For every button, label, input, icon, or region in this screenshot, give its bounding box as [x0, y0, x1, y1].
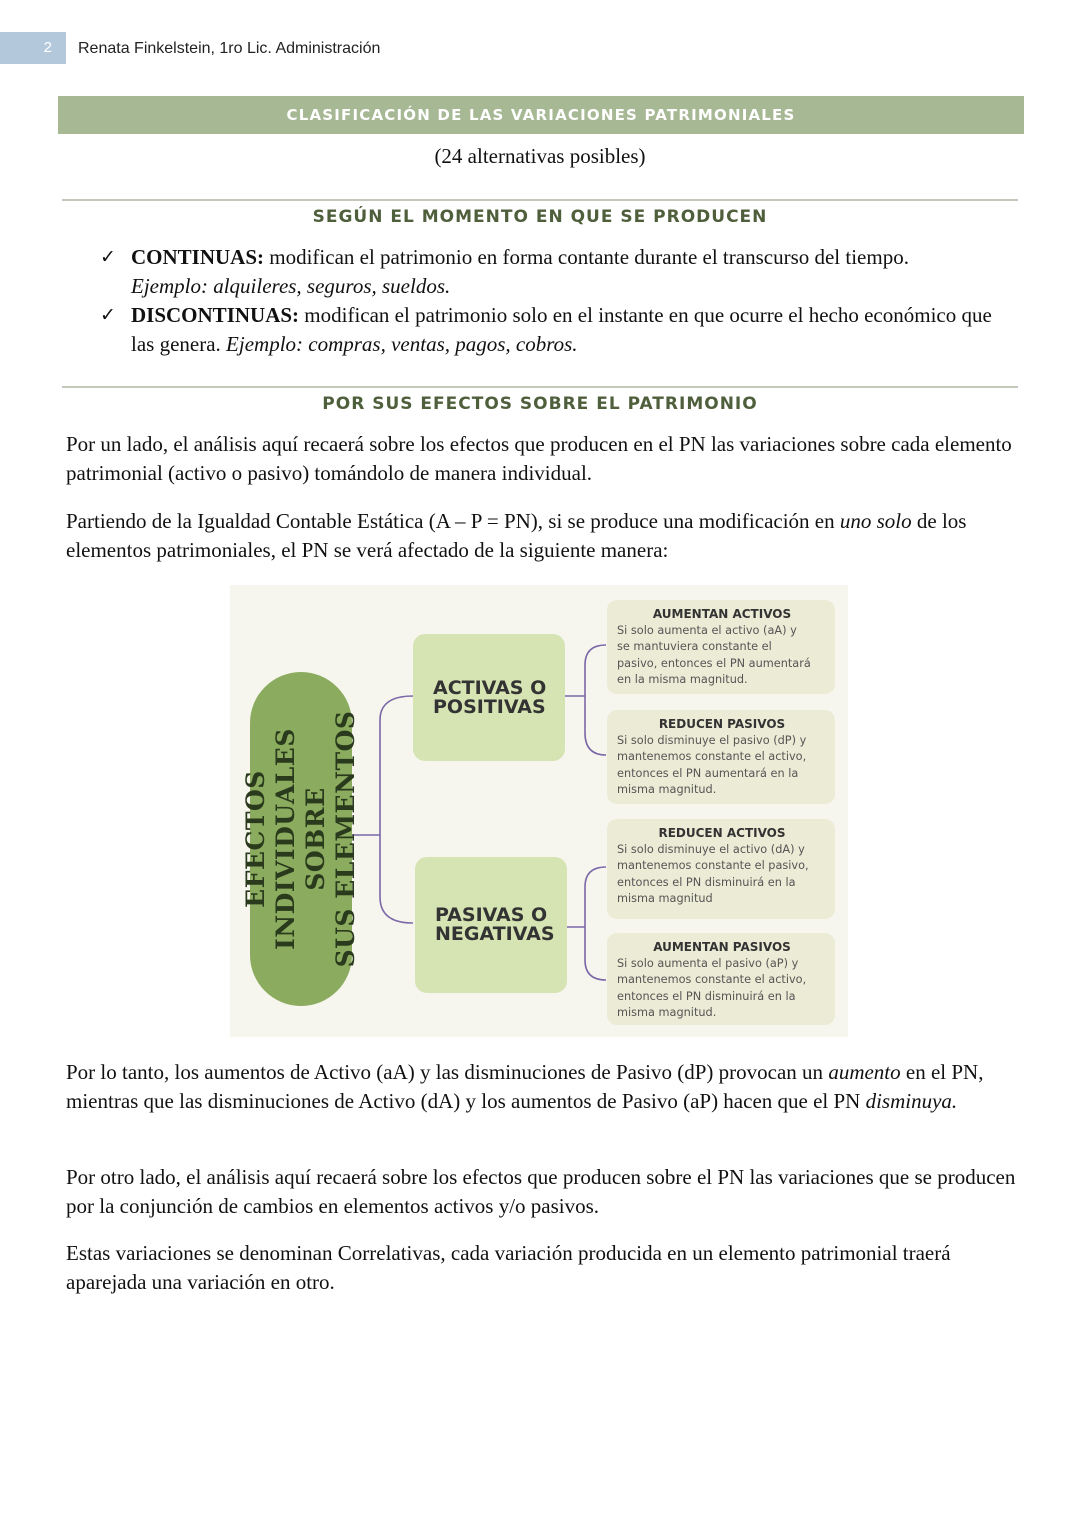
section-title-momento: SEGÚN EL MOMENTO EN QUE SE PRODUCEN	[312, 207, 768, 227]
leaf-aumentan-pasivos	[607, 933, 835, 1025]
definition-continuas: modifican el patrimonio en forma contante durante el transcurso del tiempo.	[264, 245, 909, 269]
list-item-continuas	[100, 243, 1000, 301]
paragraph-3	[66, 1058, 1016, 1116]
branch-positive	[413, 634, 565, 761]
root-label-line-1: EFECTOS	[241, 770, 270, 908]
leaf-line: pasivo, entonces el PN aumentará	[617, 656, 811, 670]
section-banner: CLASIFICACIÓN DE LAS VARIACIONES PATRIMONIALES	[58, 96, 1024, 134]
connector-negative-leaves	[585, 867, 606, 980]
branch-negative-line-2: NEGATIVAS	[435, 923, 555, 945]
paragraph-2-emphasis: uno solo	[839, 509, 912, 533]
paragraph-3-emphasis-1: aumento	[828, 1060, 901, 1084]
branch-positive-line-1: ACTIVAS O	[433, 676, 547, 699]
paragraph-5: Estas variaciones se denominan Correlativas, cada variación producida en un elemento patrimonial traerá aparejada una variación en otro.	[66, 1241, 951, 1294]
page-number: 2	[0, 32, 66, 64]
paragraph-3-text-a: Por lo tanto, los aumentos de Activo (aA) y las disminuciones de Pasivo (dP) provocan un	[66, 1060, 829, 1084]
leaf-line: en la misma magnitud.	[617, 673, 748, 686]
leaf-title: REDUCEN ACTIVOS	[658, 826, 786, 840]
section-title-efectos: POR SUS EFECTOS SOBRE EL PATRIMONIO	[322, 394, 758, 414]
root-label-line-3: SUS ELEMENTOS	[331, 710, 360, 968]
leaf-reducen-activos	[607, 819, 835, 919]
leaf-line: Si solo aumenta el activo (aA) y	[617, 623, 797, 637]
paragraph-2-text-a: Partiendo de la Igualdad Contable Estática (A – P = PN), si se produce una modificación en	[66, 509, 840, 533]
paragraph-4: Por otro lado, el análisis aquí recaerá sobre los efectos que producen sobre el PN las variaciones que se producen por la conjunción de cambios en elementos activos y/o pasivos.	[66, 1165, 1016, 1218]
paragraph-3-emphasis-2: disminuya.	[865, 1089, 958, 1113]
definition-discontinuas: modifican el patrimonio solo en el instante en que ocurre el hecho económico que las genera.	[131, 303, 992, 356]
connector-positive-leaves	[585, 645, 606, 755]
leaf-title: AUMENTAN ACTIVOS	[652, 607, 792, 621]
paragraph-2-text-b: de los elementos patrimoniales, el PN se verá afectado de la siguiente manera:	[66, 509, 967, 562]
root-label-line-2: INDIVIDUALES SOBRE	[271, 728, 330, 950]
divider	[62, 199, 1018, 201]
branch-negative	[415, 857, 567, 993]
paragraph-3-text-b: en el PN, mientras que las disminuciones de Activo (dA) y los aumentos de Pasivo (aP) hacen que el PN	[66, 1060, 984, 1113]
subtitle: (24 alternativas posibles)	[434, 144, 646, 168]
checkmark-icon: ✓	[100, 304, 116, 326]
leaf-line: Si solo aumenta el pasivo (aP) y	[617, 956, 799, 970]
leaf-line: mantenemos constante el pasivo,	[617, 859, 809, 872]
leaf-line: misma magnitud.	[617, 1006, 717, 1019]
leaf-line: misma magnitud.	[617, 783, 717, 796]
leaf-title: AUMENTAN PASIVOS	[653, 940, 791, 954]
term-discontinuas: DISCONTINUAS:	[131, 303, 300, 327]
leaf-line: entonces el PN aumentará en la	[617, 766, 799, 780]
leaf-line: Si solo disminuye el pasivo (dP) y	[617, 733, 807, 747]
example-continuas: Ejemplo: alquileres, seguros, sueldos.	[131, 274, 451, 298]
term-continuas: CONTINUAS:	[131, 245, 265, 269]
effects-diagram	[230, 585, 848, 1037]
checkmark-icon: ✓	[100, 246, 116, 268]
branch-negative-line-1: PASIVAS O	[435, 904, 548, 926]
list-item-discontinuas	[100, 301, 1000, 359]
paragraph-1: Por un lado, el análisis aquí recaerá sobre los efectos que producen en el PN las variaciones sobre cada elemento patrimonial (activo o pasivo) tomándolo de manera individual.	[66, 432, 1012, 485]
paragraph-2	[66, 507, 1016, 565]
branch-positive-line-2: POSITIVAS	[433, 695, 546, 718]
leaf-title: REDUCEN PASIVOS	[658, 717, 786, 731]
leaf-line: se mantuviera constante el	[617, 640, 772, 653]
leaf-line: entonces el PN disminuirá en la	[617, 875, 796, 889]
example-discontinuas: Ejemplo: compras, ventas, pagos, cobros.	[226, 332, 578, 356]
connector-root-branches	[380, 696, 413, 923]
leaf-line: mantenemos constante el activo,	[617, 750, 807, 763]
leaf-line: entonces el PN disminuirá en la	[617, 989, 796, 1003]
leaf-aumentan-activos	[607, 600, 835, 694]
divider	[62, 386, 1018, 388]
root-node-label	[241, 672, 360, 1006]
leaf-line: Si solo disminuye el activo (dA) y	[617, 842, 805, 856]
leaf-reducen-pasivos	[607, 710, 835, 804]
author-header: Renata Finkelstein, 1ro Lic. Administración	[78, 40, 381, 57]
leaf-line: misma magnitud	[617, 892, 713, 905]
leaf-line: mantenemos constante el activo,	[617, 973, 807, 986]
